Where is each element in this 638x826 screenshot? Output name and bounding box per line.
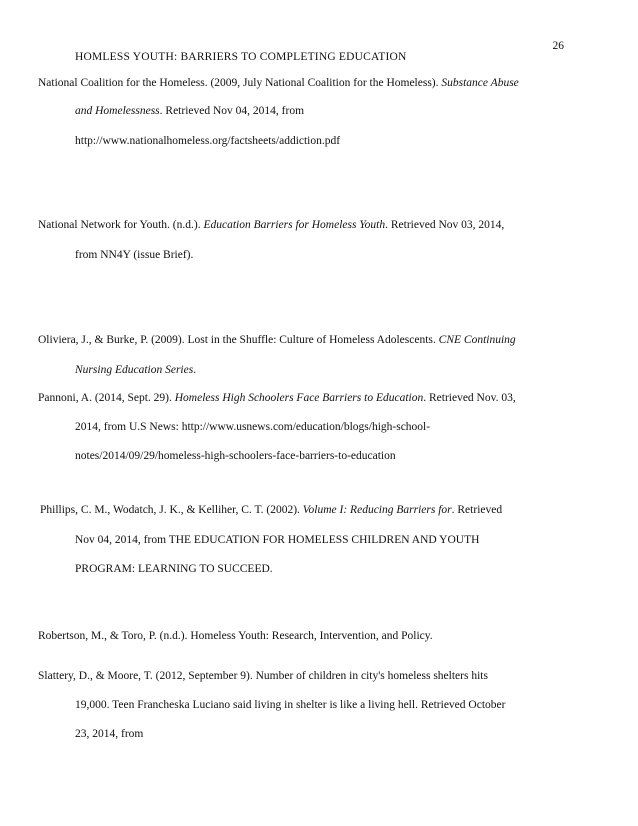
reference-slattery-line-3: 23, 2014, from [75,728,144,740]
reference-oliviera-line-2: Nursing Education Series. [75,364,197,376]
reference-slattery-line-2: 19,000. Teen Francheska Luciano said living in shelter is like a living hell. Retrieved October [75,699,506,711]
reference-nn4y-line-1: National Network for Youth. (n.d.). Education Barriers for Homeless Youth. Retrieved Nov 03, 2014, [38,219,505,231]
reference-ncfh-url: http://www.nationalhomeless.org/factsheets/addiction.pdf [75,135,341,147]
reference-ncfh-line-1: National Coalition for the Homeless. (2009, July National Coalition for the Homeless). Substance Abuse [38,77,519,89]
reference-phillips-line-1: Phillips, C. M., Wodatch, J. K., & Kelliher, C. T. (2002). Volume I: Reducing Barriers for. Retrieved [40,504,503,516]
reference-oliviera-line-1: Oliviera, J., & Burke, P. (2009). Lost in the Shuffle: Culture of Homeless Adolescents. CNE Continuing [38,334,516,346]
reference-pannoni-line-2: 2014, from U.S News: http://www.usnews.com/education/blogs/high-school- [75,421,431,433]
reference-slattery-line-1: Slattery, D., & Moore, T. (2012, September 9). Number of children in city's homeless shelters hits [38,670,488,682]
reference-pannoni-line-3: notes/2014/09/29/homeless-high-schoolers-face-barriers-to-education [75,450,396,462]
page-number: 26 [552,40,564,52]
reference-ncfh-line-2: and Homelessness. Retrieved Nov 04, 2014, from [75,105,305,117]
reference-nn4y-line-2: from NN4Y (issue Brief). [75,249,194,261]
reference-phillips-line-3: PROGRAM: LEARNING TO SUCCEED. [75,563,273,575]
reference-phillips-line-2: Nov 04, 2014, from THE EDUCATION FOR HOMELESS CHILDREN AND YOUTH [75,534,480,546]
reference-robertson-line-1: Robertson, M., & Toro, P. (n.d.). Homeless Youth: Research, Intervention, and Policy. [38,630,433,642]
running-head: HOMLESS YOUTH: BARRIERS TO COMPLETING EDUCATION [75,51,407,63]
reference-pannoni-line-1: Pannoni, A. (2014, Sept. 29). Homeless High Schoolers Face Barriers to Education. Retrieved Nov. 03, [38,392,516,404]
